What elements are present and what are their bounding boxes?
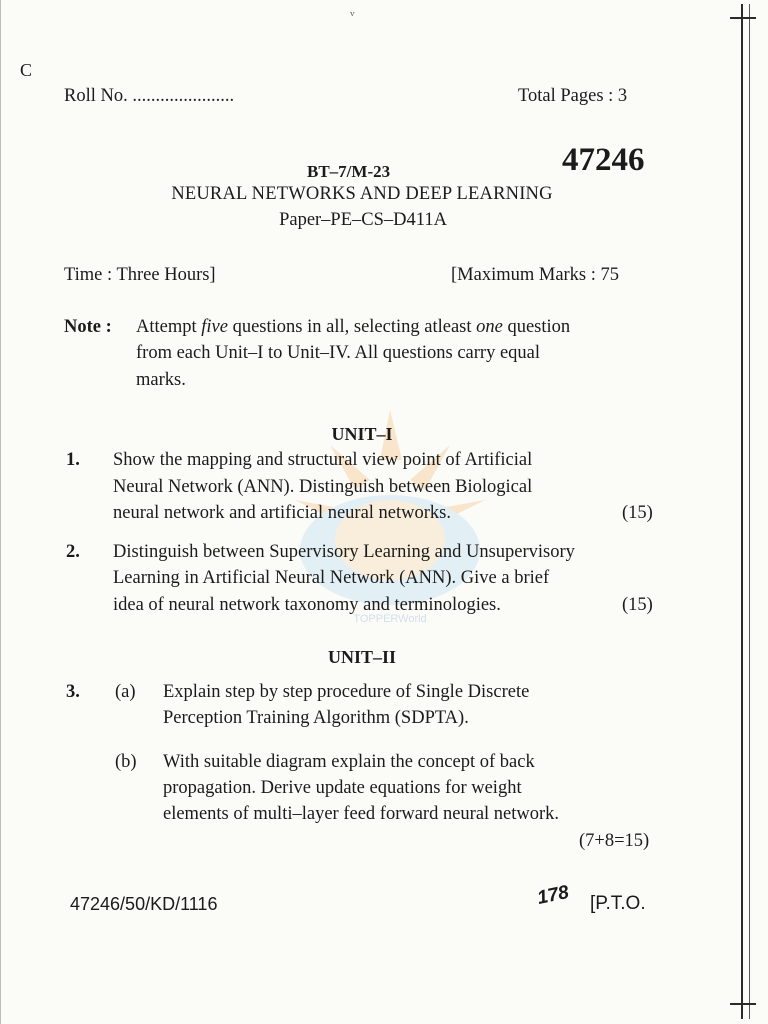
question-3b-line-1: With suitable diagram explain the concept of back (163, 752, 535, 772)
question-1-number: 1. (66, 450, 80, 470)
note-line-3: marks. (136, 370, 186, 390)
question-2-number: 2. (66, 542, 80, 562)
total-pages: Total Pages : 3 (518, 86, 628, 106)
question-1-line-3: neural network and artificial neural networks. (113, 503, 452, 523)
question-3-marks: (7+8=15) (579, 831, 650, 851)
unit-1-heading: UNIT–I (331, 424, 393, 444)
exam-time: Time : Three Hours] (64, 265, 216, 285)
question-3a-line-2: Perception Training Algorithm (SDPTA). (163, 708, 469, 728)
crop-mark-bottom (730, 1003, 756, 1005)
note-line-1: Attempt five questions in all, selecting atleast one question (136, 317, 571, 337)
please-turn-over: [P.T.O. (590, 893, 646, 914)
question-2-marks: (15) (622, 595, 653, 615)
question-1-line-1: Show the mapping and structural view point of Artificial (113, 450, 533, 470)
question-2-line-3: idea of neural network taxonomy and terminologies. (113, 595, 501, 615)
paper-code-line: Paper–PE–CS–D411A (279, 210, 447, 230)
question-3-number: 3. (66, 682, 80, 702)
watermark-text: TOPPERWorld (353, 613, 427, 625)
handwritten-number: 178 (535, 881, 571, 910)
corner-letter: C (20, 60, 33, 80)
question-3b-line-2: propagation. Derive update equations for weight (163, 778, 522, 798)
right-margin-line (741, 4, 743, 1019)
maximum-marks: [Maximum Marks : 75 (451, 265, 620, 285)
unit-2-heading: UNIT–II (327, 647, 397, 667)
question-3a-label: (a) (115, 682, 136, 702)
scan-edge (0, 0, 1, 1024)
crop-mark-top (730, 17, 756, 19)
question-2-line-1: Distinguish between Supervisory Learning and Unsupervisory (113, 542, 575, 562)
question-1-marks: (15) (622, 503, 653, 523)
question-2-line-2: Learning in Artificial Neural Network (ANN). Give a brief (113, 568, 550, 588)
subject-title: NEURAL NETWORKS AND DEEP LEARNING (171, 184, 553, 204)
roll-number: Roll No. ...................... (64, 86, 235, 106)
note-line-2: from each Unit–I to Unit–IV. All questions carry equal (136, 343, 541, 363)
paper-code: BT–7/M-23 (307, 162, 391, 181)
question-3b-line-3: elements of multi–layer feed forward neural network. (163, 804, 560, 824)
paper-number: 47246 (562, 142, 645, 178)
footer-code: 47246/50/KD/1116 (70, 894, 218, 914)
question-3b-label: (b) (115, 752, 137, 772)
question-3a-line-1: Explain step by step procedure of Single Discrete (163, 682, 530, 702)
right-margin-line-2 (749, 4, 750, 1019)
scan-speck: ᵥ (350, 5, 355, 20)
question-1-line-2: Neural Network (ANN). Distinguish between Biological (113, 477, 533, 497)
note-label: Note : (64, 317, 112, 337)
